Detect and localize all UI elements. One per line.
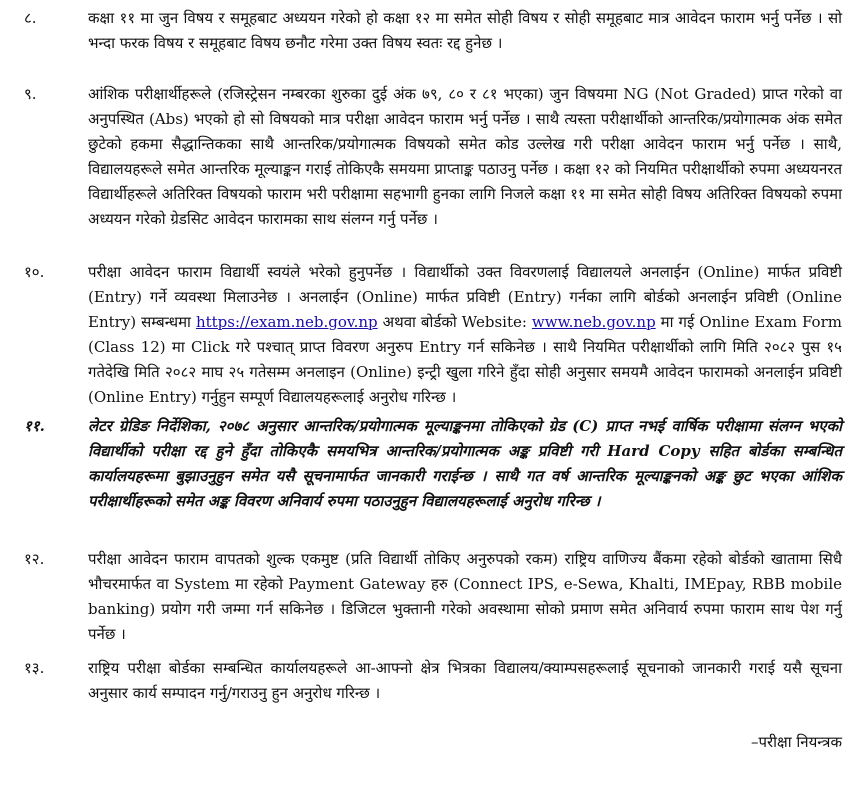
item-text: आंशिक परीक्षार्थीहरूले (रजिस्ट्रेसन नम्बरका शुरुका दुई अंक ७९, ८० र ८१ भएका) जुन विषयमा NG (Not Graded) प्राप्त गरेको वा अनुपस्थित (Abs) भएको हो सो विषयको मात्र परीक्षा आवेदन फाराम भर्नु पर्नेछ । साथै त्यस्ता परीक्षार्थीको आन्तरिक/प्रयोगात्मक अंक समेत छुटेको हकमा सैद्धान्तिकका साथै आन्तरिक/प्रयोगात्मक विषयको समेत कोड उल्लेख गरी परीक्षा आवेदन फाराम भर्नु पर्नेछ । साथै, विद्यालयहरूले समेत आन्तरिक मूल्याङ्कन गराई तोकिएकै समयमा प्राप्ताङ्क पठाउनु पर्नेछ । कक्षा १२ को नियमित परीक्षार्थीको रुपमा अध्ययनरत विद्यार्थीहरूले अतिरिक्त विषयको फाराम भरी परीक्षामा सहभागी हुनका लागि निजले कक्षा ११ मा समेत सोही विषय अतिरिक्त विषयको रुपमा अध्ययन गरेको ग्रेडसिट आवेदन फारामका साथ संलग्न गर्नु पर्नेछ । bbox=[88, 85, 842, 228]
neb-website-link[interactable]: www.neb.gov.np bbox=[531, 313, 656, 331]
signature: –परीक्षा नियन्त्रक bbox=[750, 733, 842, 751]
item-text bbox=[88, 260, 842, 410]
exam-portal-link[interactable]: https://exam.neb.gov.np bbox=[195, 313, 378, 331]
item-text: परीक्षा आवेदन फाराम वापतको शुल्क एकमुष्ट (प्रति विद्यार्थी तोकिए अनुरुपको रकम) राष्ट्रिय वाणिज्य बैंकमा रहेको बोर्डको खातामा सिधै भौचरमार्फत वा System मा रहेको Payment Gateway हरु (Connect IPS, e-Sewa, Khalti, IMEpay, RBB mobile banking) प्रयोग गरी जम्मा गर्न सकिनेछ । डिजिटल भुक्तानी गरेको अवस्थामा सोको प्रमाण समेत अनिवार्य रुपमा फाराम साथ पेश गर्नु पर्नेछ । bbox=[88, 550, 842, 643]
item-number: ८. bbox=[24, 9, 37, 27]
item-number: १०. bbox=[24, 263, 45, 281]
item-number: ११. bbox=[24, 417, 45, 435]
item-number: १३. bbox=[24, 659, 45, 677]
item-text: कक्षा ११ मा जुन विषय र समूहबाट अध्ययन गरेको हो कक्षा १२ मा समेत सोही विषय र सोही समूहबाट मात्र आवेदन फाराम भर्नु पर्नेछ । सो भन्दा फरक विषय र समूहबाट विषय छनौट गरेमा उक्त विषय स्वतः रद्द हुनेछ । bbox=[88, 9, 842, 52]
item-text-part: अथवा बोर्डको Website: bbox=[377, 313, 532, 331]
item-text-part: मा गई Online Exam Form (Class 12) मा Click गरे पश्चात् प्राप्त विवरण अनुरुप Entry गर्न सकिनेछ । साथै नियमित परीक्षार्थीको लागि मिति २०८२ पुस १५ गतेदेखि मिति २०८२ माघ २५ गतेसम्म अनलाइन (Online) इन्ट्री खुला गरिने हुँदा सोही अनुसार समयमै आवेदन फारामको अनलाईन प्रविष्टी (Online Entry) गर्नुहुन सम्पूर्ण विद्यालयहरूलाई अनुरोध गरिन्छ । bbox=[88, 313, 842, 406]
item-number: १२. bbox=[24, 550, 45, 568]
item-text-part: परीक्षा आवेदन फाराम विद्यार्थी स्वयंले भरेको हुनुपर्नेछ । विद्यार्थीको उक्त विवरणलाई विद्यालयले अनलाईन (Online) मार्फत प्रविष्टी (Entry) गर्ने व्यवस्था मिलाउनेछ । अनलाईन (Online) मार्फत प्रविष्टी (Entry) गर्नका लागि बोर्डको अनलाईन प्रविष्टी (Online Entry) सम्बन्धमा bbox=[88, 263, 842, 331]
item-text: लेटर ग्रेडिङ निर्देशिका, २०७८ अनुसार आन्तरिक/प्रयोगात्मक मूल्याङ्कनमा तोकिएको ग्रेड (C) प्राप्त नभई वार्षिक परीक्षामा संलग्न भएको विद्यार्थीको परीक्षा रद्द हुने हुँदा तोकिएकै समयभित्र आन्तरिक/प्रयोगात्मक अङ्क प्रविष्टी गरी Hard Copy सहित बोर्डका सम्बन्धित कार्यालयहरूमा बुझाउनुहुन समेत यसै सूचनामार्फत जानकारी गराईन्छ । साथै गत वर्ष आन्तरिक मूल्याङ्कनको अङ्क छुट भएका आंशिक परीक्षार्थीहरूको समेत अङ्क विवरण अनिवार्य रुपमा पठाउनुहुन विद्यालयहरूलाई अनुरोध गरिन्छ । bbox=[88, 417, 842, 510]
item-number: ९. bbox=[24, 85, 37, 103]
item-text: राष्ट्रिय परीक्षा बोर्डका सम्बन्धित कार्यालयहरूले आ-आफ्नो क्षेत्र भित्रका विद्यालय/क्याम्पसहरूलाई सूचनाको जानकारी गराई यसै सूचना अनुसार कार्य सम्पादन गर्नु/गराउनु हुन अनुरोध गरिन्छ । bbox=[88, 659, 842, 702]
